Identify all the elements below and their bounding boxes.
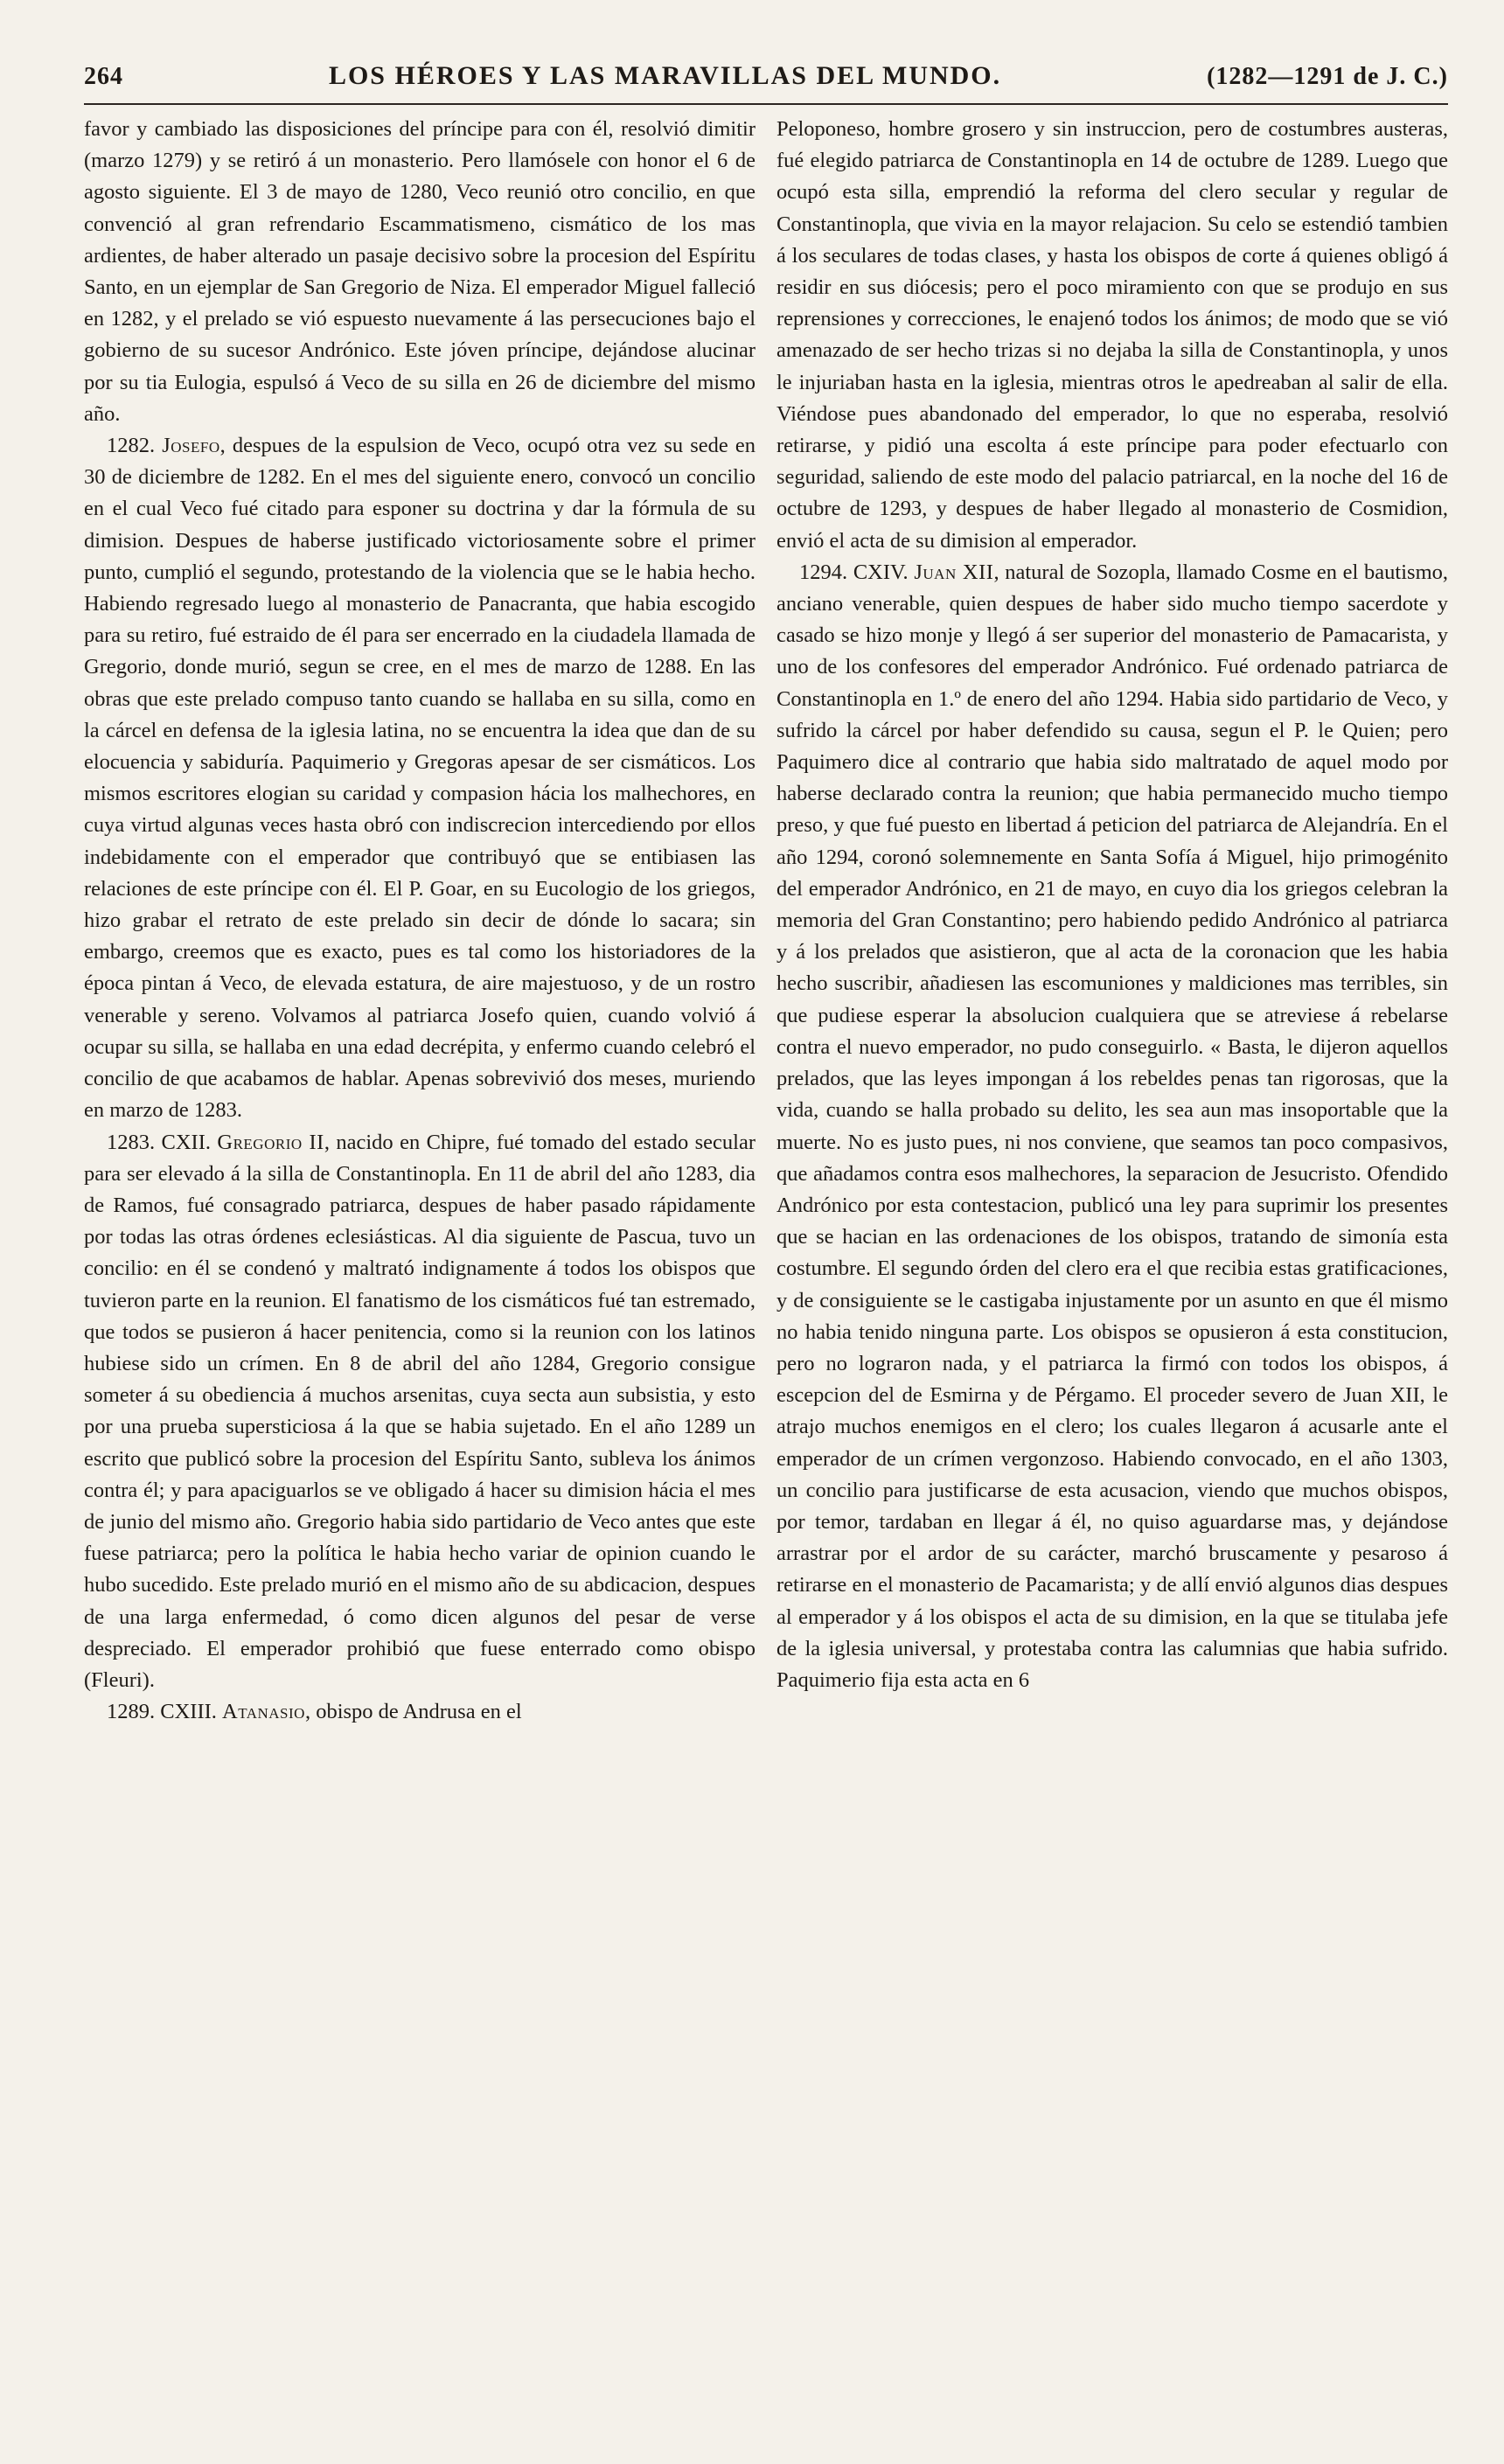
paragraph [776,114,1448,557]
paragraph [84,114,755,430]
paragraph-year: 1289. [107,1700,156,1724]
patriarch-numeral: CXII. [161,1130,211,1154]
paragraph-year: 1283. [107,1130,156,1154]
left-column [84,114,755,2440]
paragraph-text: , despues de la espulsion de Veco, ocupó otra vez su sede en 30 de diciembre de 1282. En el mes del siguiente enero, convocó un concilio en el cual Veco fué citado para esponer su doctrina y dar la fórmula de su dimision. Despues de haberse justificado victoriosamente sobre el primer punto, cumplió el segundo, protestando de la violencia que se le habia hecho. Habiendo regresado luego al monasterio de Panacranta, que habia escogido para su retiro, fué estraido de él para ser encerrado en la ciudadela llamada de Gregorio, donde murió, segun se cree, en el mes de marzo de 1288. En las obras que este prelado compuso tanto cuando se hallaba en su silla, como en la cárcel en defensa de la iglesia latina, no se encuentra la idea que dan de su elocuencia y sabiduría. Paquimerio y Gregoras apesar de ser cismáticos. Los mismos escritores elogian su caridad y compasion hácia los malhechores, en cuya virtud algunas veces hasta obró con indiscrecion intercediendo por ellos indebidamente con el emperador que contribuyó que se entibiasen las relaciones de este príncipe con él. El P. Goar, en su Eucologio de los griegos, hizo grabar el retrato de este prelado sin decir de dónde lo sacara; sin embargo, creemos que es exacto, pues es tal como los historiadores de la época pintan á Veco, de elevada estatura, de aire majestuoso, y de un rostro venerable y sereno. Volvamos al patriarca Josefo quien, cuando volvió á ocupar su silla, se hallaba en una edad decrépita, y enfermo cuando celebró el concilio de que acabamos de hablar. Apenas sobrevivió dos meses, muriendo en marzo de 1283. [84,434,755,1123]
patriarch-name: Juan XII [914,560,994,584]
paragraph-text: favor y cambiado las disposiciones del príncipe para con él, resolvió dimitir (marzo 1279) y se retiró á un monasterio. Pero llamósele con honor el 6 de agosto siguiente. El 3 de mayo de 1280, Veco reunió otro concilio, en que convenció al gran refrendario Escammatismeno, cismático de los mas ardientes, de haber alterado un pasaje decisivo sobre la procesion del Espíritu Santo, en un ejemplar de San Gregorio de Niza. El emperador Miguel falleció en 1282, y el prelado se vió espuesto nuevamente á las persecuciones bajo el gobierno de su sucesor Andrónico. Este jóven príncipe, dejándose alucinar por su tia Eulogia, espulsó á Veco de su silla en 26 de diciembre del mismo año. [84,117,755,426]
paragraph [776,557,1448,1696]
right-column [776,114,1448,2440]
page-header [84,61,1448,105]
paragraph-text: , natural de Sozopla, llamado Cosme en el bautismo, anciano venerable, quien despues de haber sido mucho tiempo sacerdote y casado se hizo monje y llegó á ser superior del monasterio de Pamacarista, y uno de los confesores del emperador Andrónico. Fué ordenado patriarca de Constantinopla en 1.º de enero del año 1294. Habia sido partidario de Veco, y sufrido la cárcel por haber defendido su causa, segun el P. le Quien; pero Paquimero dice al contrario que habia sido maltratado de aquel modo por haberse declarado contra la reunion; que habia permanecido mucho tiempo preso, y que fué puesto en libertad á peticion del patriarca de Alejandría. En el año 1294, coronó solemnemente en Santa Sofía á Miguel, hijo primogénito del emperador Andrónico, en 21 de mayo, en cuyo dia los griegos celebran la memoria del Gran Constantino; pero habiendo pedido Andrónico al patriarca y á los prelados que asistieron, que al acta de la coronacion que les habia hecho suscribir, añadiesen las escomuniones y maldiciones mas terribles, sin que pudiese esperar la absolucion cualquiera que se atreviese á rebelarse contra el nuevo emperador, no pudo conseguirlo. « Basta, le dijeron aquellos prelados, que las leyes impongan á los rebeldes penas tan rigorosas, que la vida, cuando se halla probado su delito, les sea aun mas insoportable que la muerte. No es justo pues, ni nos conviene, que seamos tan poco compasivos, que añadamos contra esos malhechores, la separacion de Jesucristo. Ofendido Andrónico por esta contestacion, publicó una ley para suprimir los presentes que se hacian en las ordenaciones de los obispos, tratando de simonía esta costumbre. El segundo órden del clero era el que recibia estas gratificaciones, y de consiguiente se le castigaba injustamente por un asunto en que él mismo no habia tenido ninguna parte. Los obispos se opusieron á esta constitucion, pero no lograron nada, y el patriarca la firmó con todos los obispos, á escepcion del de Esmirna y de Pérgamo. El proceder severo de Juan XII, le atrajo muchos enemigos en el clero; los cuales llegaron á acusarle ante el emperador de un crímen vergonzoso. Habiendo convocado, en el año 1303, un concilio para justificarse de esta acusacion, viendo que muchos obispos, por temor, tardaban en llegar á él, no quiso aguardarse mas, y dejándose arrastrar por el ardor de su carácter, marchó bruscamente y pesaroso á retirarse en el monasterio de Pacamarista; y de allí envió algunos dias despues al emperador y á los obispos el acta de su dimision, en la que se titulaba jefe de la iglesia universal, y protestaba contra las calumnias que habia sufrido. Paquimerio fija esta acta en 6 [776,560,1448,1692]
paragraph-year: 1282. [107,434,156,458]
patriarch-name: Gregorio II [217,1130,324,1154]
paragraph [84,1127,755,1697]
date-range: (1282—1291 de J. C.) [1207,63,1448,90]
page-number: 264 [84,63,123,90]
patriarch-name: Josefo [162,434,220,458]
text-columns [84,114,1448,2440]
paragraph [84,430,755,1126]
paragraph-text: Peloponeso, hombre grosero y sin instruccion, pero de costumbres austeras, fué elegido patriarca de Constantinopla en 14 de octubre de 1289. Luego que ocupó esta silla, emprendió la reforma del clero secular y regular de Constantinopla, que vivia en la mayor relajacion. Su celo se estendió tambien á los seculares de todas clases, y hasta los obispos de corte á quienes obligó á residir en sus diócesis; pero el poco miramiento con que se produjo en sus reprensiones y correcciones, le enajenó todos los ánimos; de modo que se vió amenazado de ser hecho trizas si no dejaba la silla de Constantinopla, y unos le injuriaban hasta en la iglesia, mientras otros le apedreaban al salir de ella. Viéndose pues abandonado del emperador, lo que no esperaba, resolvió retirarse, y pidió una escolta á este príncipe para poder efectuarlo con seguridad, saliendo de este modo del palacio patriarcal, en la noche del 16 de octubre de 1293, y despues de haber llegado al monasterio de Cosmidion, envió el acta de su dimision al emperador. [776,117,1448,553]
running-title: LOS HÉROES Y LAS MARAVILLAS DEL MUNDO. [328,61,1002,90]
paragraph-text: , nacido en Chipre, fué tomado del estado secular para ser elevado á la silla de Constantinopla. En 11 de abril del año 1283, dia de Ramos, fué consagrado patriarca, despues de haber pasado rápidamente por todas las otras órdenes eclesiásticas. Al dia siguiente de Pascua, tuvo un concilio: en él se condenó y maltrató indignamente á todos los obispos que tuvieron parte en la reunion. El fanatismo de los cismáticos fué tan estremado, que todos se pusieron á hacer penitencia, como si la reunion con los latinos hubiese sido un crímen. En 8 de abril del año 1284, Gregorio consigue someter á su obediencia á muchos arsenitas, cuya secta aun subsistia, y esto por una prueba supersticiosa á la que se habia sujetado. En el año 1289 un escrito que publicó sobre la procesion del Espíritu Santo, subleva los ánimos contra él; y para apaciguarlos se ve obligado á hacer su dimision hácia el mes de junio del mismo año. Gregorio habia sido partidario de Veco antes que este fuese patriarca; pero la política le habia hecho variar de opinion cuando le hubo sucedido. Este prelado murió en el mismo año de su abdicacion, despues de una larga enfermedad, ó como dicen algunos del pesar de verse despreciado. El emperador prohibió que fuese enterrado como obispo (Fleuri). [84,1130,755,1692]
paragraph-text: , obispo de Andrusa en el [304,1700,522,1724]
patriarch-name: Atanasio [222,1700,305,1724]
paragraph [84,1696,755,1728]
patriarch-numeral: CXIII. [160,1700,217,1724]
paragraph-year: 1294. [799,560,848,584]
patriarch-numeral: CXIV. [853,560,909,584]
